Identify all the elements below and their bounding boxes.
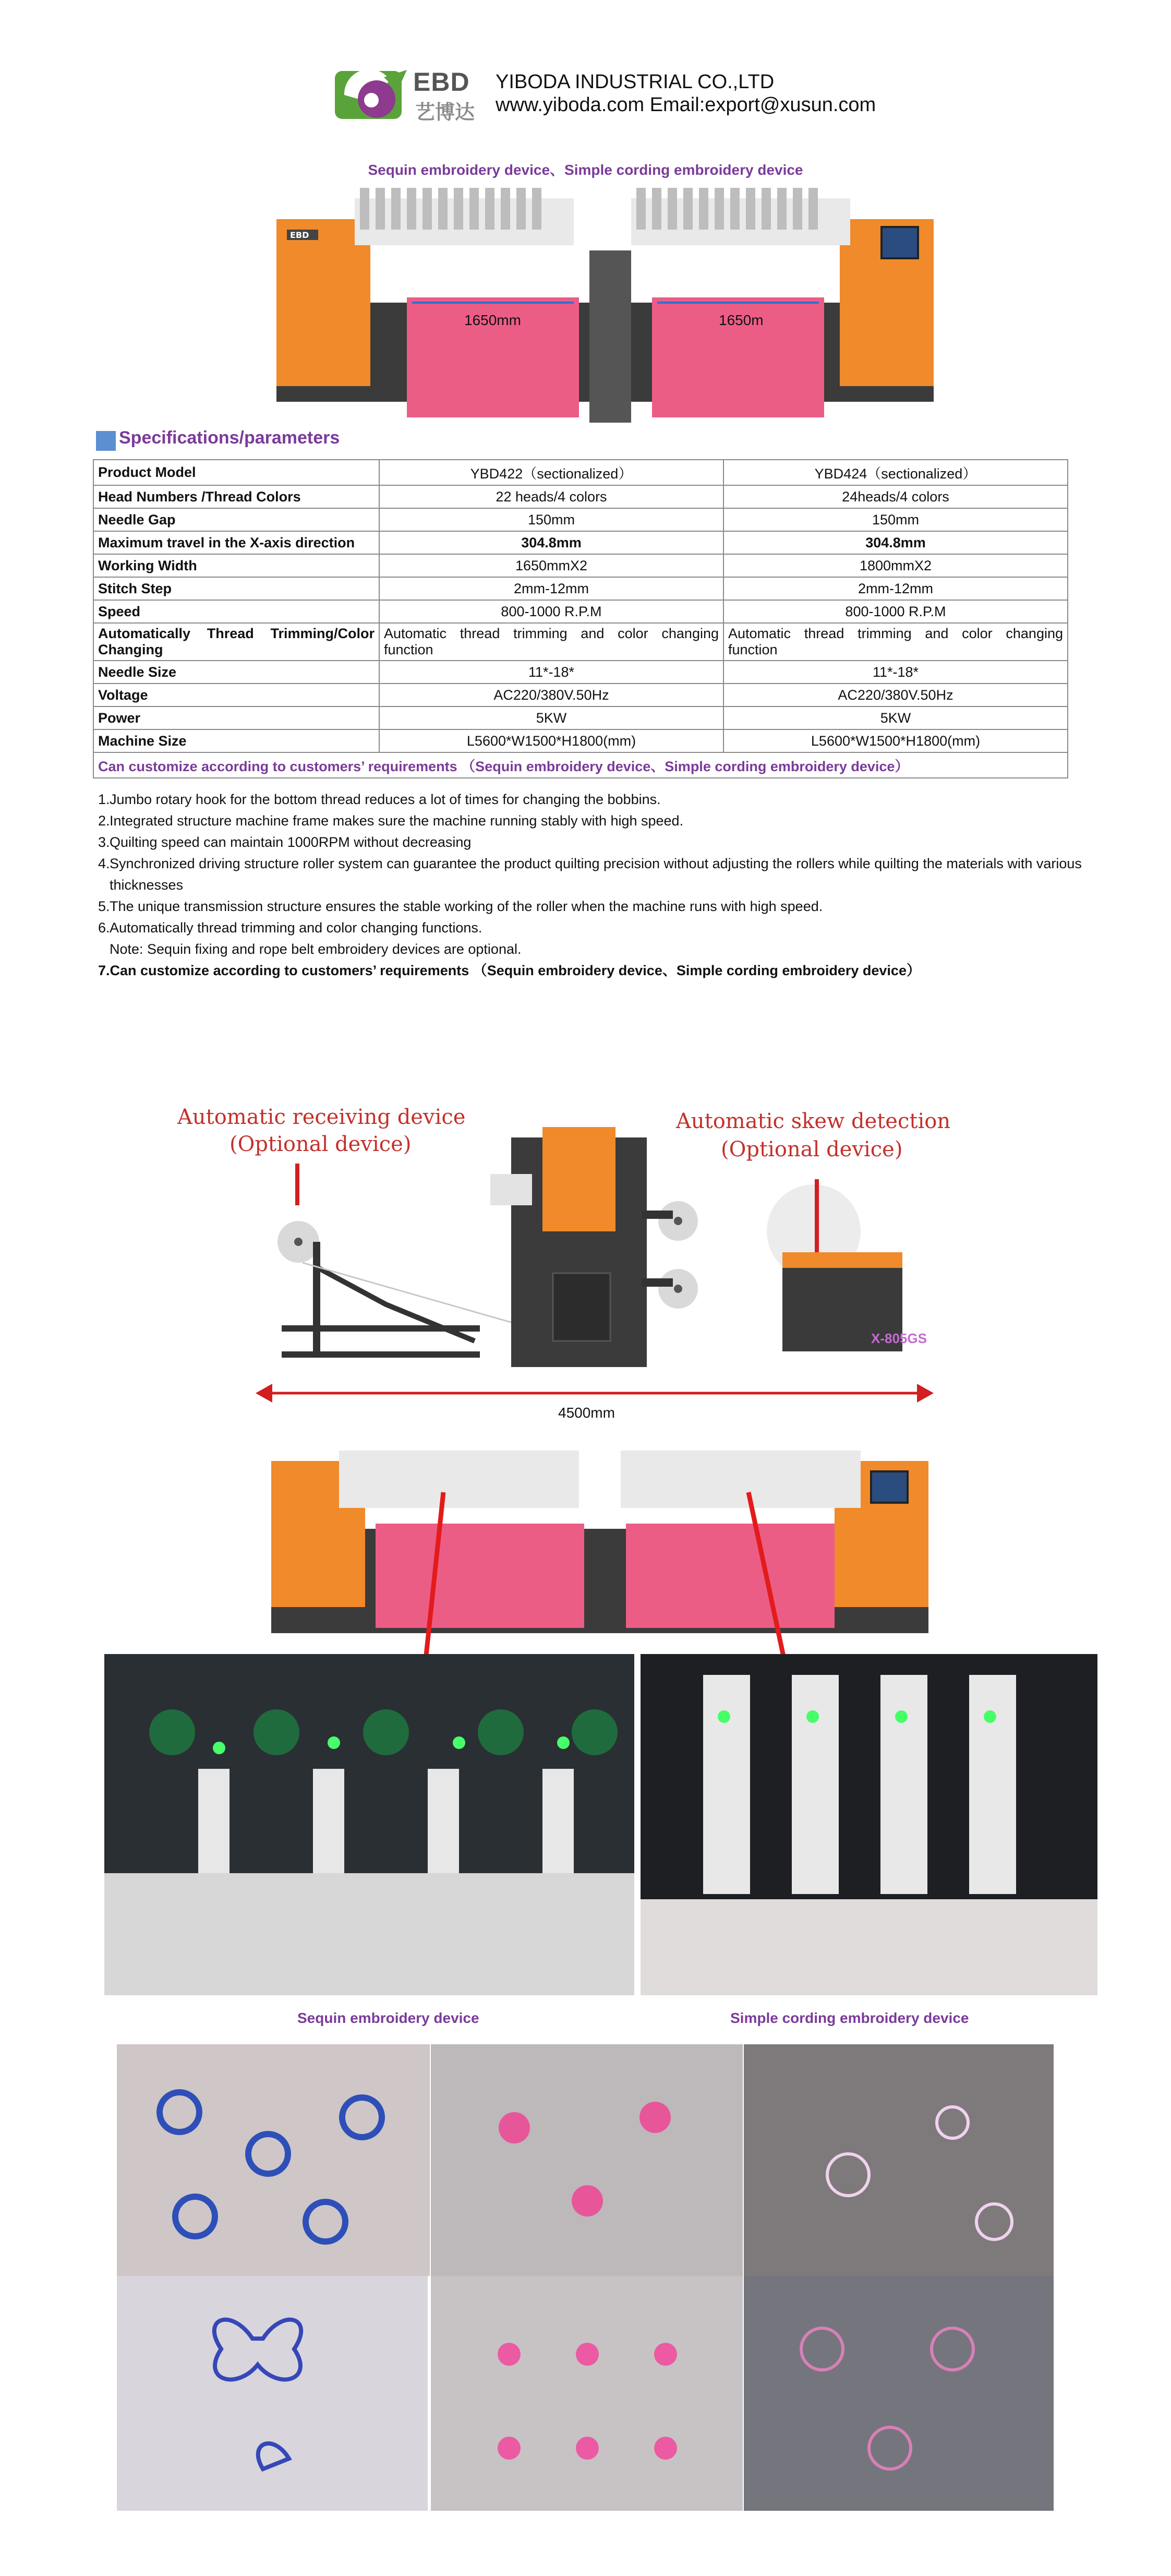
- table-row: Stitch Step 2mm-12mm 2mm-12mm: [93, 577, 1068, 600]
- receiving-label: Automatic receiving device: [177, 1105, 466, 1129]
- svg-text:EBD: EBD: [290, 230, 309, 240]
- list-item: 3. Quilting speed can maintain 1000RPM without decreasing: [98, 834, 472, 850]
- table-row: Needle Size 11*-18* 11*-18*: [93, 661, 1068, 684]
- table-row: Needle Gap 150mm 150mm: [93, 508, 1068, 531]
- length-arrow-icon: [256, 1377, 934, 1409]
- hero-width-left: 1650mm: [464, 312, 521, 328]
- sample-photo: [117, 2276, 428, 2511]
- sequin-device-label: Sequin embroidery device: [297, 2010, 479, 2026]
- spec-heading: Specifications/parameters: [119, 428, 340, 448]
- list-item: 2. Integrated structure machine frame makes sure the machine running stably with high speed.: [98, 813, 684, 829]
- hero-width-right: 1650m: [719, 312, 764, 328]
- length-label: 4500mm: [558, 1405, 615, 1421]
- table-row: Working Width 1650mmX2 1800mmX2: [93, 554, 1068, 577]
- list-item: 7. Can customize according to customers’ requirements （Sequin embroidery device、Simple cording embroidery device）: [98, 963, 921, 978]
- skew-label: Automatic skew detection: [676, 1109, 951, 1133]
- company-name: YIBODA INDUSTRIAL CO.,LTD: [496, 71, 775, 93]
- logo-text: EBD: [413, 67, 470, 97]
- list-item: 1. Jumbo rotary hook for the bottom thread reduces a lot of times for changing the bobbins.: [98, 792, 661, 807]
- table-row: [93, 752, 1068, 778]
- cording-device-label: Simple cording embroidery device: [730, 2010, 969, 2026]
- table-row: Automatically Thread Trimming/Color Changing Automatic thread trimming and color changing function Automatic thread trimming and color changing function: [93, 623, 1068, 661]
- skew-optional-label: (Optional device): [721, 1137, 903, 1161]
- logo-chinese-text: 艺博达: [415, 101, 475, 124]
- table-row: Product Model YBD422（sectionalized） YBD424（sectionalized）: [93, 460, 1068, 485]
- sample-photo: [431, 2276, 743, 2511]
- list-item: Note: Sequin fixing and rope belt embroidery devices are optional.: [110, 941, 522, 957]
- table-row: Machine Size L5600*W1500*H1800(mm) L5600*W1500*H1800(mm): [93, 729, 1068, 752]
- spec-bullet-icon: [96, 431, 116, 451]
- sample-photo: [431, 2044, 743, 2276]
- feature-list: [98, 789, 1152, 981]
- spec-note: Can customize according to customers’ requirements （Sequin embroidery device、Simple cording embroidery device）: [93, 752, 1068, 778]
- hero-machine-image: [276, 177, 934, 423]
- hero-caption: Sequin embroidery device、Simple cording embroidery device: [368, 162, 803, 178]
- spec-table: [93, 459, 1068, 778]
- table-row: Maximum travel in the X-axis direction 304.8mm 304.8mm: [93, 531, 1068, 554]
- list-item: 5. The unique transmission structure ensures the stable working of the roller when the machine runs with high speed.: [98, 898, 823, 914]
- sample-photo: [117, 2044, 430, 2276]
- controller-label: X-805GS: [871, 1331, 927, 1346]
- sample-photo: [744, 2044, 1054, 2276]
- table-row: Head Numbers /Thread Colors 22 heads/4 colors 24heads/4 colors: [93, 485, 1068, 508]
- table-row: Speed 800-1000 R.P.M 800-1000 R.P.M: [93, 600, 1068, 623]
- receiving-optional-label: (Optional device): [230, 1132, 412, 1156]
- company-logo-icon: [334, 68, 412, 122]
- list-item: 6. Automatically thread trimming and color changing functions.: [98, 920, 482, 936]
- list-item: 4. Synchronized driving structure roller system can guarantee the product quilting precision without adjusting the rollers while quilting the materials with various thicknesses: [98, 856, 1082, 893]
- sample-photo: [744, 2276, 1054, 2511]
- table-row: Power 5KW 5KW: [93, 706, 1068, 729]
- sequin-device-photo: [104, 1654, 634, 1995]
- cording-device-photo: [641, 1654, 1097, 1995]
- company-contact: www.yiboda.com Email:export@xusun.com: [496, 94, 876, 116]
- table-row: Voltage AC220/380V.50Hz AC220/380V.50Hz: [93, 684, 1068, 706]
